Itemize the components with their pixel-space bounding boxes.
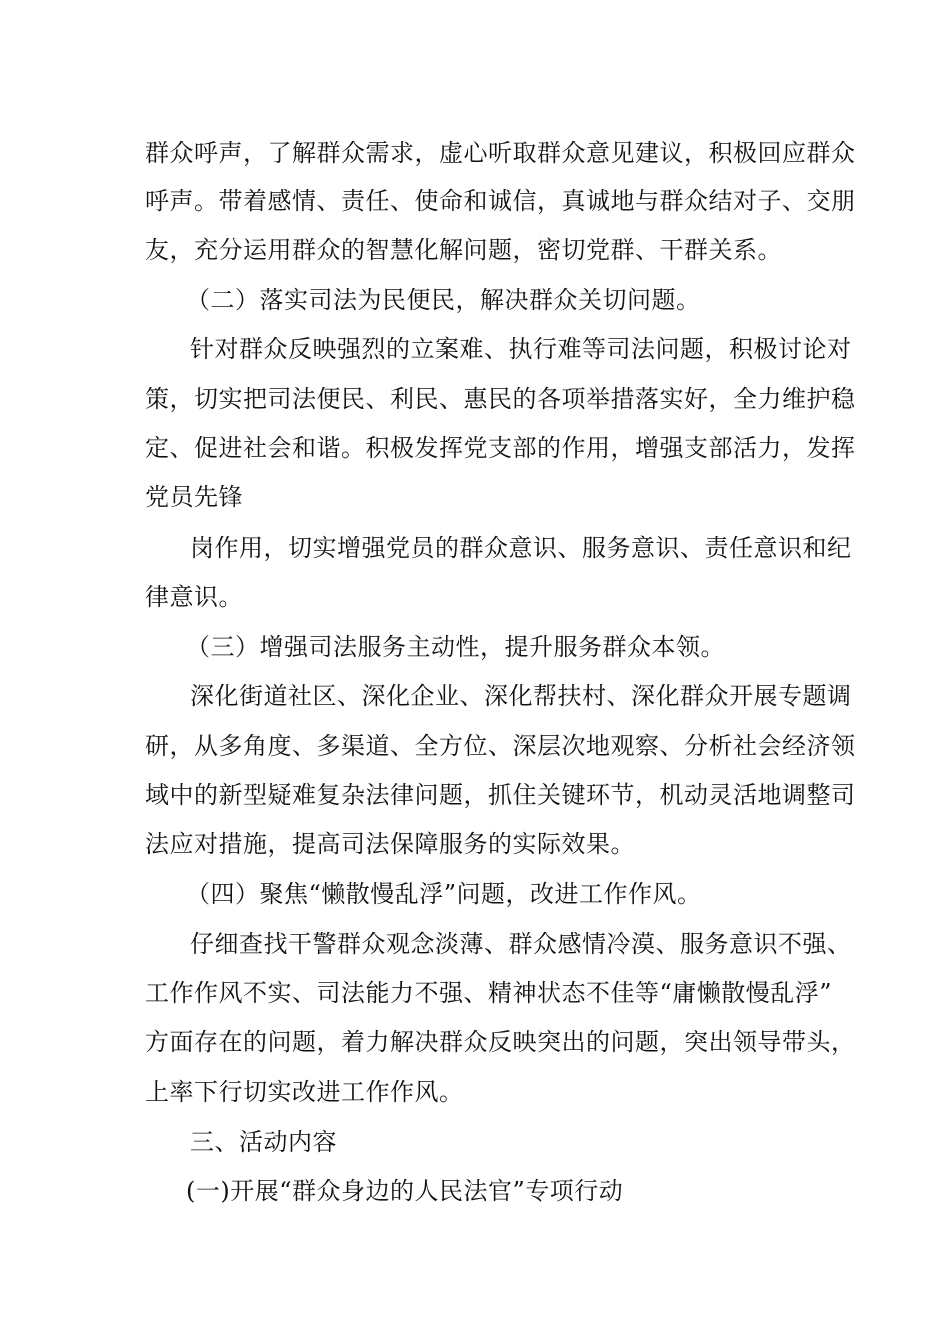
paragraph-line: 策，切实把司法便民、利民、惠民的各项举措落实好，全力维护稳 xyxy=(145,385,856,413)
paragraph-line: 仔细查找干警群众观念淡薄、群众感情冷漠、服务意识不强、 xyxy=(190,930,852,958)
paragraph-line: 律意识。 xyxy=(145,583,243,611)
section-heading: （四）聚焦“懒散慢乱浮”问题，改进工作作风。 xyxy=(186,880,702,908)
section-heading: （三）增强司法服务主动性，提升服务群众本领。 xyxy=(186,633,725,661)
paragraph-line: 定、促进社会和谐。积极发挥党支部的作用，增强支部活力，发挥 xyxy=(145,434,856,462)
paragraph-line: 友，充分运用群众的智慧化解问题，密切党群、干群关系。 xyxy=(145,236,782,264)
paragraph-line: 上率下行切实改进工作作风。 xyxy=(145,1078,464,1106)
paragraph-line: 岗作用，切实增强党员的群众意识、服务意识、责任意识和纪 xyxy=(190,534,852,562)
paragraph-line: 方面存在的问题，着力解决群众反映突出的问题，突出领导带头， xyxy=(145,1028,856,1056)
subsection-heading: (一)开展“群众身边的人民法官”专项行动 xyxy=(186,1177,624,1205)
paragraph-line: 针对群众反映强烈的立案难、执行难等司法问题，积极讨论对 xyxy=(190,335,852,363)
paragraph-line: 法应对措施，提高司法保障服务的实际效果。 xyxy=(145,830,635,858)
paragraph-line: 域中的新型疑难复杂法律问题，抓住关键环节，机动灵活地调整司 xyxy=(145,781,856,809)
paragraph-line: 群众呼声，了解群众需求，虚心听取群众意见建议，积极回应群众 xyxy=(145,139,856,167)
paragraph-line: 工作作风不实、司法能力不强、精神状态不佳等“庸懒散慢乱浮” xyxy=(145,979,833,1007)
chapter-heading: 三、活动内容 xyxy=(190,1128,337,1156)
section-heading: （二）落实司法为民便民，解决群众关切问题。 xyxy=(186,286,701,314)
paragraph-line: 党员先锋 xyxy=(145,483,243,511)
paragraph-line: 呼声。带着感情、责任、使命和诚信，真诚地与群众结对子、交朋 xyxy=(145,187,856,215)
paragraph-line: 深化街道社区、深化企业、深化帮扶村、深化群众开展专题调 xyxy=(190,682,852,710)
paragraph-line: 研，从多角度、多渠道、全方位、深层次地观察、分析社会经济领 xyxy=(145,732,856,760)
